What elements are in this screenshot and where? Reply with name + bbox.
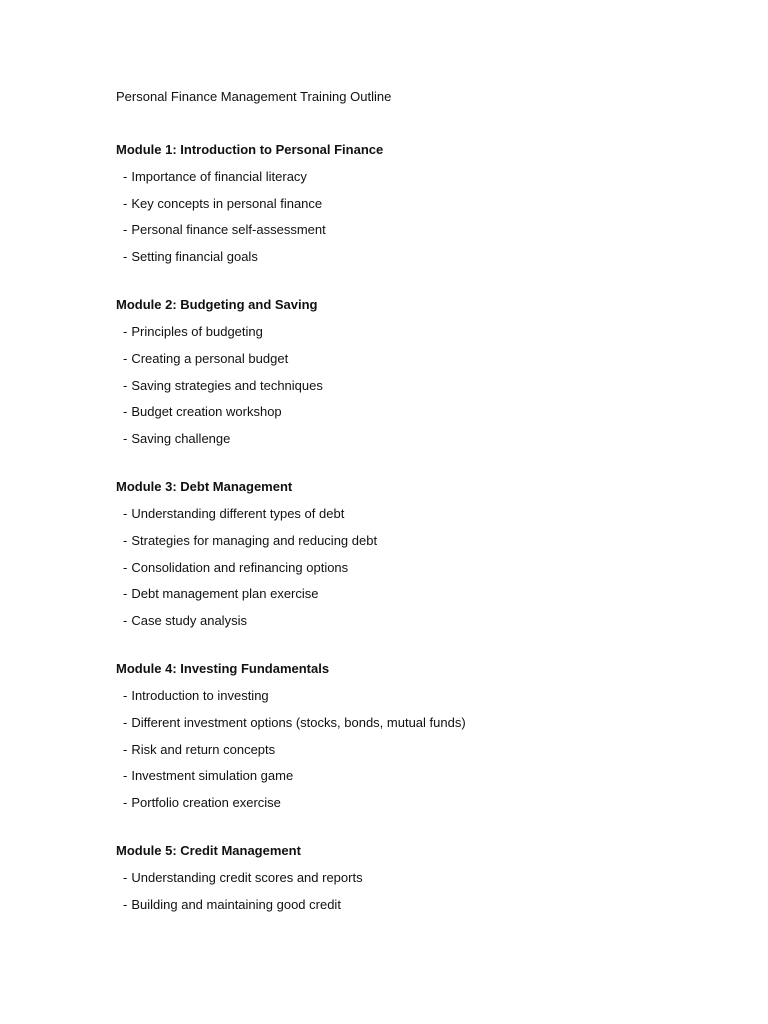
list-item-text: Portfolio creation exercise	[131, 795, 281, 811]
list-item-text: Building and maintaining good credit	[131, 896, 341, 912]
list-item-text: Saving strategies and techniques	[131, 377, 323, 393]
list-item: - Importance of financial literacy	[123, 168, 307, 184]
list-item-text: Budget creation workshop	[131, 404, 282, 420]
list-item-text: Risk and return concepts	[131, 741, 276, 757]
list-item: - Strategies for managing and reducing debt	[123, 532, 378, 548]
list-item-text: Strategies for managing and reducing debt	[131, 532, 378, 548]
module-4	[116, 659, 736, 813]
list-item: - Understanding different types of debt	[123, 505, 345, 521]
list-item-text: Creating a personal budget	[131, 350, 289, 366]
list-item: - Key concepts in personal finance	[123, 195, 323, 211]
list-item-text: Understanding different types of debt	[131, 505, 345, 521]
list-item: - Building and maintaining good credit	[123, 896, 341, 912]
list-item: - Different investment options (stocks, bonds, mutual funds)	[123, 714, 466, 730]
list-item-text: Key concepts in personal finance	[131, 195, 323, 211]
list-item: - Risk and return concepts	[123, 741, 276, 757]
module-5	[116, 841, 736, 915]
list-item-text: Investment simulation game	[131, 768, 294, 784]
list-item-text: Importance of financial literacy	[131, 168, 307, 184]
list-item: - Introduction to investing	[123, 687, 269, 703]
list-item-text: Introduction to investing	[131, 687, 269, 703]
module-1	[116, 140, 736, 267]
module-heading: Module 2: Budgeting and Saving	[116, 297, 318, 313]
list-item: - Budget creation workshop	[123, 404, 282, 420]
module-2	[116, 295, 736, 449]
list-item: - Personal finance self-assessment	[123, 222, 326, 238]
list-item: - Case study analysis	[123, 613, 247, 629]
list-item-text: Understanding credit scores and reports	[131, 869, 363, 885]
list-item: - Investment simulation game	[123, 768, 294, 784]
list-item-text: Personal finance self-assessment	[131, 222, 326, 238]
document-title: Personal Finance Management Training Outline	[116, 89, 392, 104]
list-item-text: Case study analysis	[131, 613, 247, 629]
list-item: - Principles of budgeting	[123, 323, 263, 339]
list-item: - Saving challenge	[123, 431, 231, 447]
list-item: - Portfolio creation exercise	[123, 795, 281, 811]
list-item-text: Debt management plan exercise	[131, 586, 319, 602]
list-item: - Understanding credit scores and reports	[123, 869, 363, 885]
module-heading: Module 3: Debt Management	[116, 479, 293, 495]
module-heading: Module 1: Introduction to Personal Finance	[116, 142, 384, 157]
module-heading: Module 5: Credit Management	[116, 843, 301, 859]
module-heading: Module 4: Investing Fundamentals	[116, 661, 330, 677]
list-item: - Consolidation and refinancing options	[123, 559, 349, 575]
list-item-text: Saving challenge	[131, 431, 231, 447]
list-item: - Debt management plan exercise	[123, 586, 319, 602]
list-item: - Creating a personal budget	[123, 350, 289, 366]
document-page	[116, 87, 736, 943]
list-item-text: Principles of budgeting	[131, 323, 263, 339]
module-3	[116, 477, 736, 631]
list-item-text: Consolidation and refinancing options	[131, 559, 349, 575]
list-item-text: Setting financial goals	[131, 249, 258, 265]
list-item-text: Different investment options (stocks, bonds, mutual funds)	[131, 714, 466, 730]
list-item: - Setting financial goals	[123, 249, 258, 265]
list-item: - Saving strategies and techniques	[123, 377, 323, 393]
